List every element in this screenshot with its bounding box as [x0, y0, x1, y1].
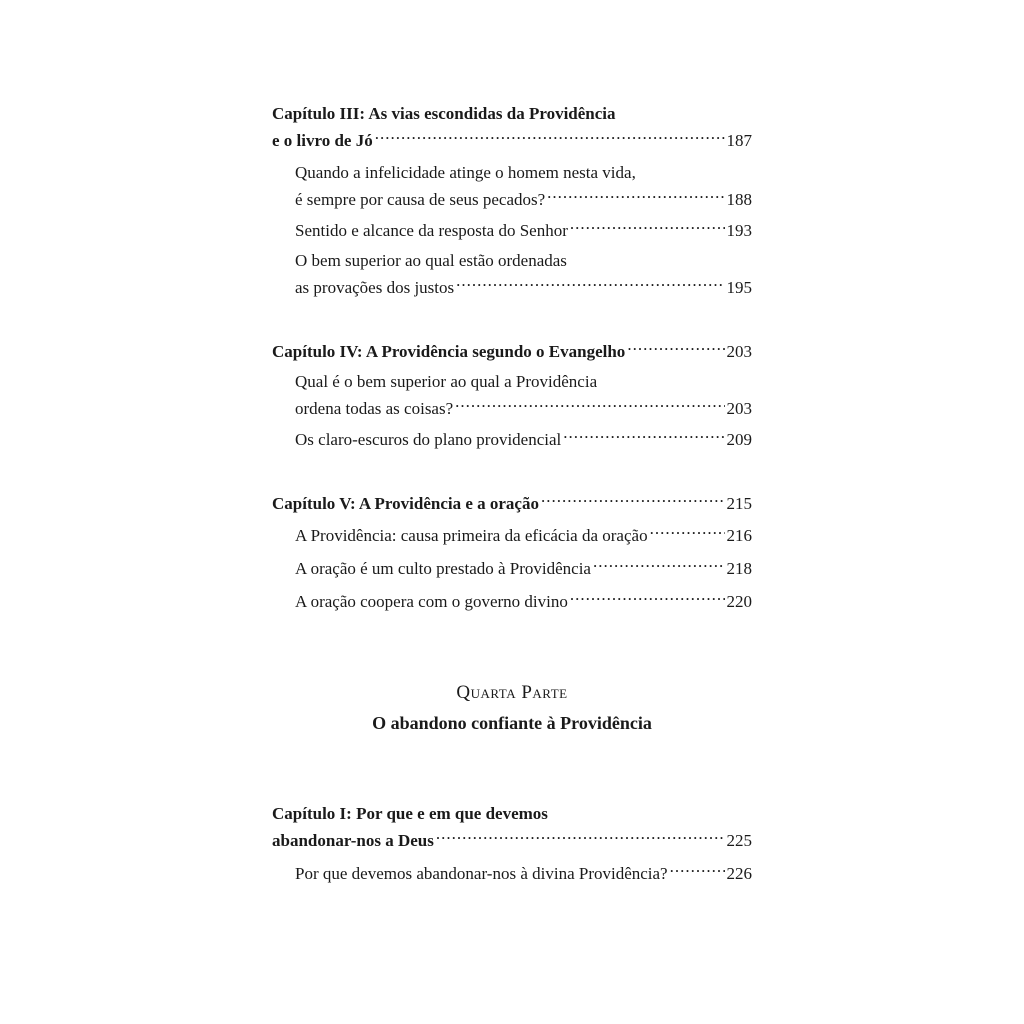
toc-page-number: 188: [726, 190, 752, 210]
toc-section-line: [295, 554, 752, 581]
toc-section-line: [295, 160, 752, 185]
toc-page-number: 225: [726, 831, 752, 851]
toc-page-number: 215: [726, 494, 752, 514]
dot-leader: [627, 337, 724, 357]
toc-section-title: Sentido e alcance da resposta do Senhor: [295, 221, 568, 241]
dot-leader: [593, 554, 725, 574]
dot-leader: [670, 859, 725, 879]
toc-section-title: A oração é um culto prestado à Providência: [295, 559, 591, 579]
toc-chapter-v[interactable]: [272, 489, 752, 516]
toc-section[interactable]: [295, 248, 752, 300]
toc-section-title-cont: é sempre por causa de seus pecados?: [295, 190, 546, 210]
dot-leader: [563, 425, 724, 445]
toc-chapter-title-cont: e o livro de Jó: [272, 131, 373, 151]
toc-chapter-title: Capítulo III: As vias escondidas da Providência: [272, 104, 616, 123]
dot-leader: [375, 126, 725, 146]
toc-page-number: 216: [726, 526, 752, 546]
toc-section-line: [295, 859, 752, 886]
dot-leader: [570, 587, 725, 607]
toc-page-number: 220: [726, 592, 752, 612]
dot-leader: [541, 489, 725, 509]
part-label: Quarta Parte: [456, 682, 568, 703]
dot-leader: [570, 216, 725, 236]
toc-section-title: O bem superior ao qual estão ordenadas: [295, 251, 567, 270]
toc-section[interactable]: [295, 369, 752, 421]
toc-chapter-title-line: [272, 337, 752, 364]
toc-section-line: [295, 394, 752, 421]
toc-chapter-title-line: [272, 489, 752, 516]
toc-section-title: Quando a infelicidade atinge o homem nesta vida,: [295, 163, 636, 182]
toc-page-number: 203: [726, 399, 752, 419]
toc-section[interactable]: [295, 160, 752, 212]
part-title: O abandono confiante à Providência: [372, 713, 652, 733]
toc-section-title-cont: ordena todas as coisas?: [295, 399, 454, 419]
dot-leader: [456, 273, 724, 293]
toc-section[interactable]: [295, 521, 752, 548]
dot-leader: [650, 521, 725, 541]
toc-section-line: [295, 248, 752, 273]
toc-section-title: Por que devemos abandonar-nos à divina Providência?: [295, 864, 668, 884]
toc-page-number: 203: [726, 342, 752, 362]
toc-chapter-title-cont: abandonar-nos a Deus: [272, 831, 434, 851]
toc-chapter-iii[interactable]: [272, 101, 752, 153]
toc-section-title: A oração coopera com o governo divino: [295, 592, 568, 612]
toc-section-line: [295, 521, 752, 548]
toc-section-title-cont: as provações dos justos: [295, 278, 455, 298]
toc-section[interactable]: [295, 554, 752, 581]
toc-chapter-title: Capítulo I: Por que e em que devemos: [272, 804, 548, 823]
toc-section[interactable]: [295, 859, 752, 886]
toc-chapter-title-line: [272, 801, 752, 826]
toc-section-title: Os claro-escuros do plano providencial: [295, 430, 562, 450]
toc-section-line: [295, 273, 752, 300]
dot-leader: [455, 394, 724, 414]
toc-section[interactable]: [295, 216, 752, 243]
toc-section-title: A Providência: causa primeira da eficácia da oração: [295, 526, 648, 546]
toc-chapter-iv[interactable]: [272, 337, 752, 364]
toc-page-number: 226: [726, 864, 752, 884]
toc-chapter-title: Capítulo V: A Providência e a oração: [272, 494, 539, 514]
toc-page-number: 193: [726, 221, 752, 241]
dot-leader: [547, 185, 724, 205]
toc-chapter-title: Capítulo IV: A Providência segundo o Evangelho: [272, 342, 626, 362]
toc-section-line: [295, 185, 752, 212]
toc-chapter-title-line: [272, 101, 752, 126]
toc-chapter-i[interactable]: [272, 801, 752, 853]
toc-section-title: Qual é o bem superior ao qual a Providência: [295, 372, 598, 391]
toc-section-line: [295, 369, 752, 394]
toc-page-number: 187: [726, 131, 752, 151]
toc-page-number: 209: [726, 430, 752, 450]
toc-page-number: 195: [726, 278, 752, 298]
toc-section-line: [295, 587, 752, 614]
toc-section[interactable]: [295, 587, 752, 614]
toc-section[interactable]: [295, 425, 752, 452]
dot-leader: [436, 826, 725, 846]
toc-chapter-title-line: [272, 826, 752, 853]
toc-page-number: 218: [726, 559, 752, 579]
toc-section-line: [295, 425, 752, 452]
toc-section-line: [295, 216, 752, 243]
toc-chapter-title-line: [272, 126, 752, 153]
